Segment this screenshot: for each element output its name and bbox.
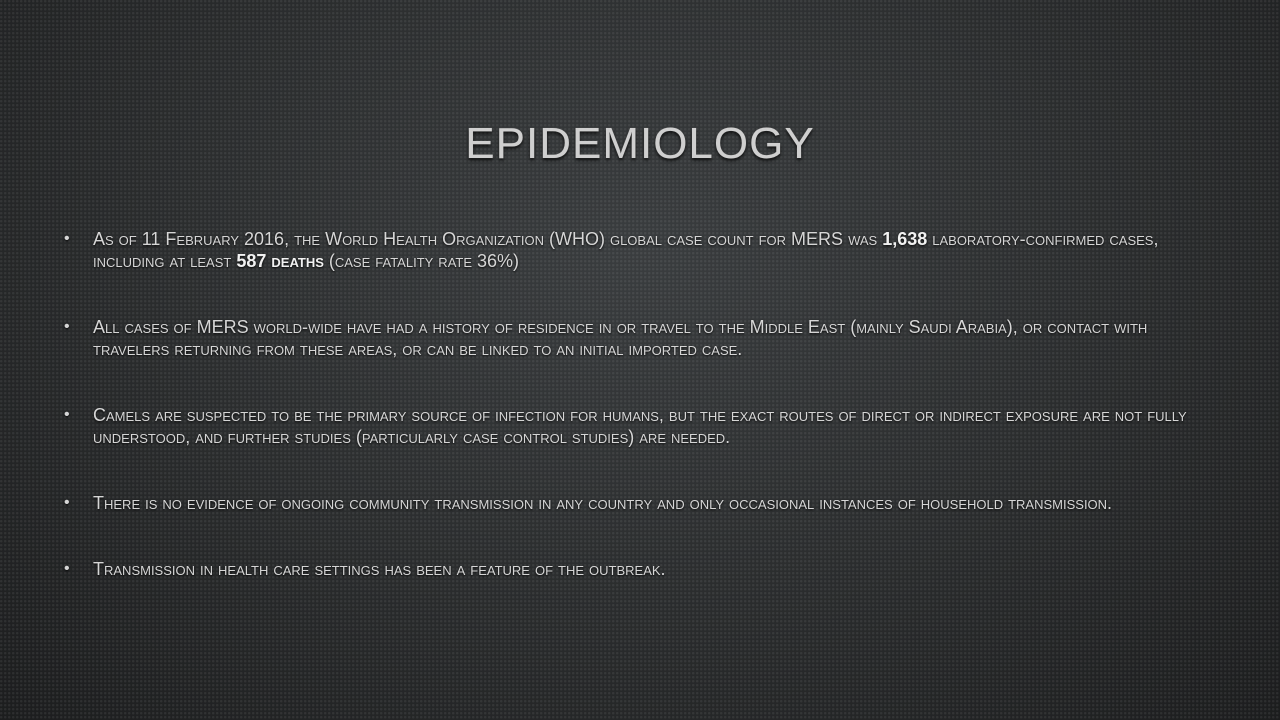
deaths-count-value: 587 — [236, 251, 267, 271]
slide-title: EPIDEMIOLOGY — [465, 119, 815, 169]
bullet-text: (case fatality rate 36%) — [323, 251, 520, 271]
bullet-item-travel-history — [62, 316, 1212, 360]
bullet-dot-icon: • — [64, 494, 70, 511]
bullet-dot-icon: • — [64, 560, 70, 577]
bullet-item-community-transmission — [62, 492, 1212, 514]
bullet-list — [62, 228, 1212, 580]
bullet-text: As of 11 February 2016, the World Health Organization (WHO) global case count for MERS was — [93, 229, 883, 249]
bullet-text: Camels are suspected to be the primary source of infection for humans, but the exact routes of direct or indirect exposure are not fully understood, and further studies (particularly case control studies) are needed. — [93, 405, 1187, 447]
bullet-dot-icon: • — [64, 406, 70, 423]
deaths-label: deaths — [266, 251, 324, 271]
bullet-text: laboratory-confirmed cases, including at least — [93, 229, 1159, 271]
bullet-item-health-care — [62, 558, 1212, 580]
bullet-item-case-count — [62, 228, 1212, 272]
bullet-item-camels — [62, 404, 1212, 448]
bullet-dot-icon: • — [64, 318, 70, 335]
bullet-text: Transmission in health care settings has been a feature of the outbreak. — [93, 559, 666, 579]
case-count-value: 1,638 — [882, 229, 928, 249]
bullet-dot-icon: • — [64, 230, 70, 247]
bullet-text: There is no evidence of ongoing community transmission in any country and only occasional instances of household transmission. — [93, 493, 1113, 513]
bullet-text: All cases of MERS world-wide have had a history of residence in or travel to the Middle East (mainly Saudi Arabia), or contact with travelers returning from these areas, or can be linked to an initial imported case. — [93, 317, 1148, 359]
